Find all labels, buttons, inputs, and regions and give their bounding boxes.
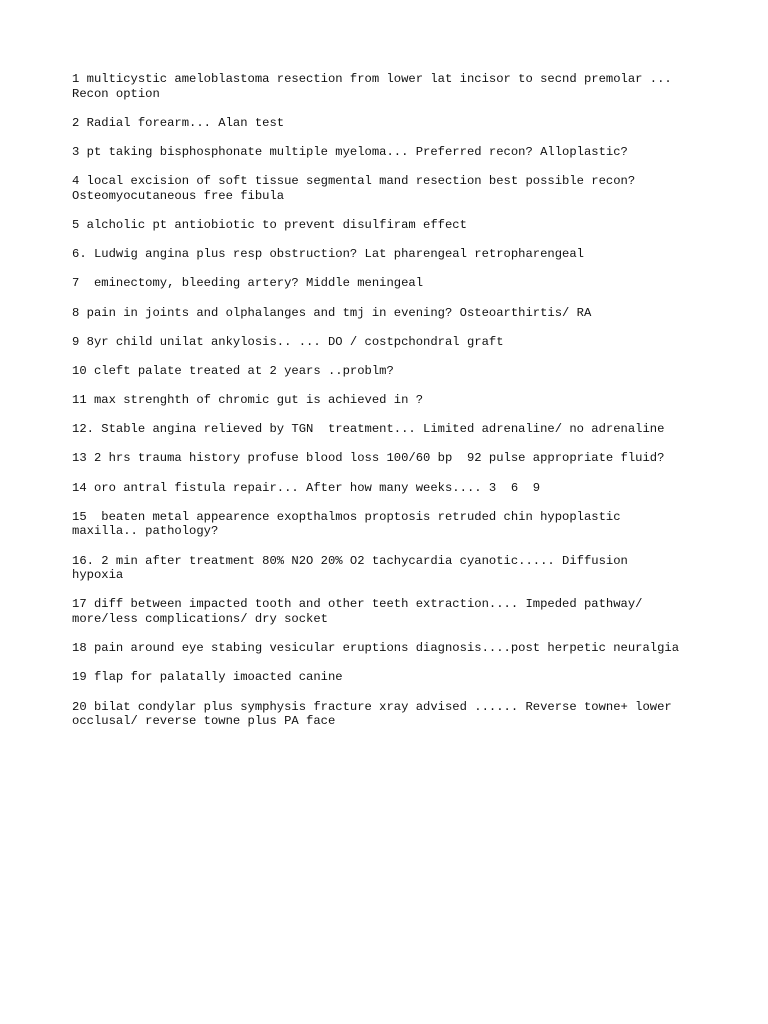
question-9: 9 8yr child unilat ankylosis.. ... DO / costpchondral graft [72,334,504,349]
question-17: 17 diff between impacted tooth and other teeth extraction.... Impeded pathway/ more/less complications/ dry socket [72,597,643,626]
question-6: 6. Ludwig angina plus resp obstruction? Lat pharengeal retropharengeal [72,247,584,262]
question-5: 5 alcholic pt antiobiotic to prevent disulfiram effect [72,217,467,232]
question-18: 18 pain around eye stabing vesicular eruptions diagnosis....post herpetic neuralgia [72,641,680,656]
question-2: 2 Radial forearm... Alan test [72,115,285,130]
question-16: 16. 2 min after treatment 80% N2O 20% O2 tachycardia cyanotic..... Diffusion hypoxia [72,553,628,583]
question-15: 15 beaten metal appearence exopthalmos proptosis retruded chin hypoplastic maxilla.. pathology? [72,509,621,539]
question-10: 10 cleft palate treated at 2 years ..problm? [72,363,394,378]
question-8: 8 pain in joints and olphalanges and tmj in evening? Osteoarthirtis/ RA [72,305,592,320]
question-11: 11 max strenghth of chromic gut is achieved in ? [72,393,424,408]
question-13: 13 2 hrs trauma history profuse blood loss 100/60 bp 92 pulse appropriate fluid? [72,451,665,466]
question-20: 20 bilat condylar plus symphysis fracture xray advised ...... Reverse towne+ lower occlusal/ reverse towne plus PA face [72,699,672,729]
question-19: 19 flap for palatally imoacted canine [72,670,343,685]
document-body [72,72,712,743]
question-1: 1 multicystic ameloblastoma resection from lower lat incisor to secnd premolar ... Recon option [72,72,672,101]
question-4: 4 local excision of soft tissue segmental mand resection best possible recon? Osteomyocutaneous free fibula [72,174,636,203]
question-3: 3 pt taking bisphosphonate multiple myeloma... Preferred recon? Alloplastic? [72,144,628,159]
question-12: 12. Stable angina relieved by TGN treatment... Limited adrenaline/ no adrenaline [72,422,665,437]
question-14: 14 oro antral fistula repair... After how many weeks.... 3 6 9 [72,480,541,495]
question-7: 7 eminectomy, bleeding artery? Middle meningeal [72,276,424,291]
